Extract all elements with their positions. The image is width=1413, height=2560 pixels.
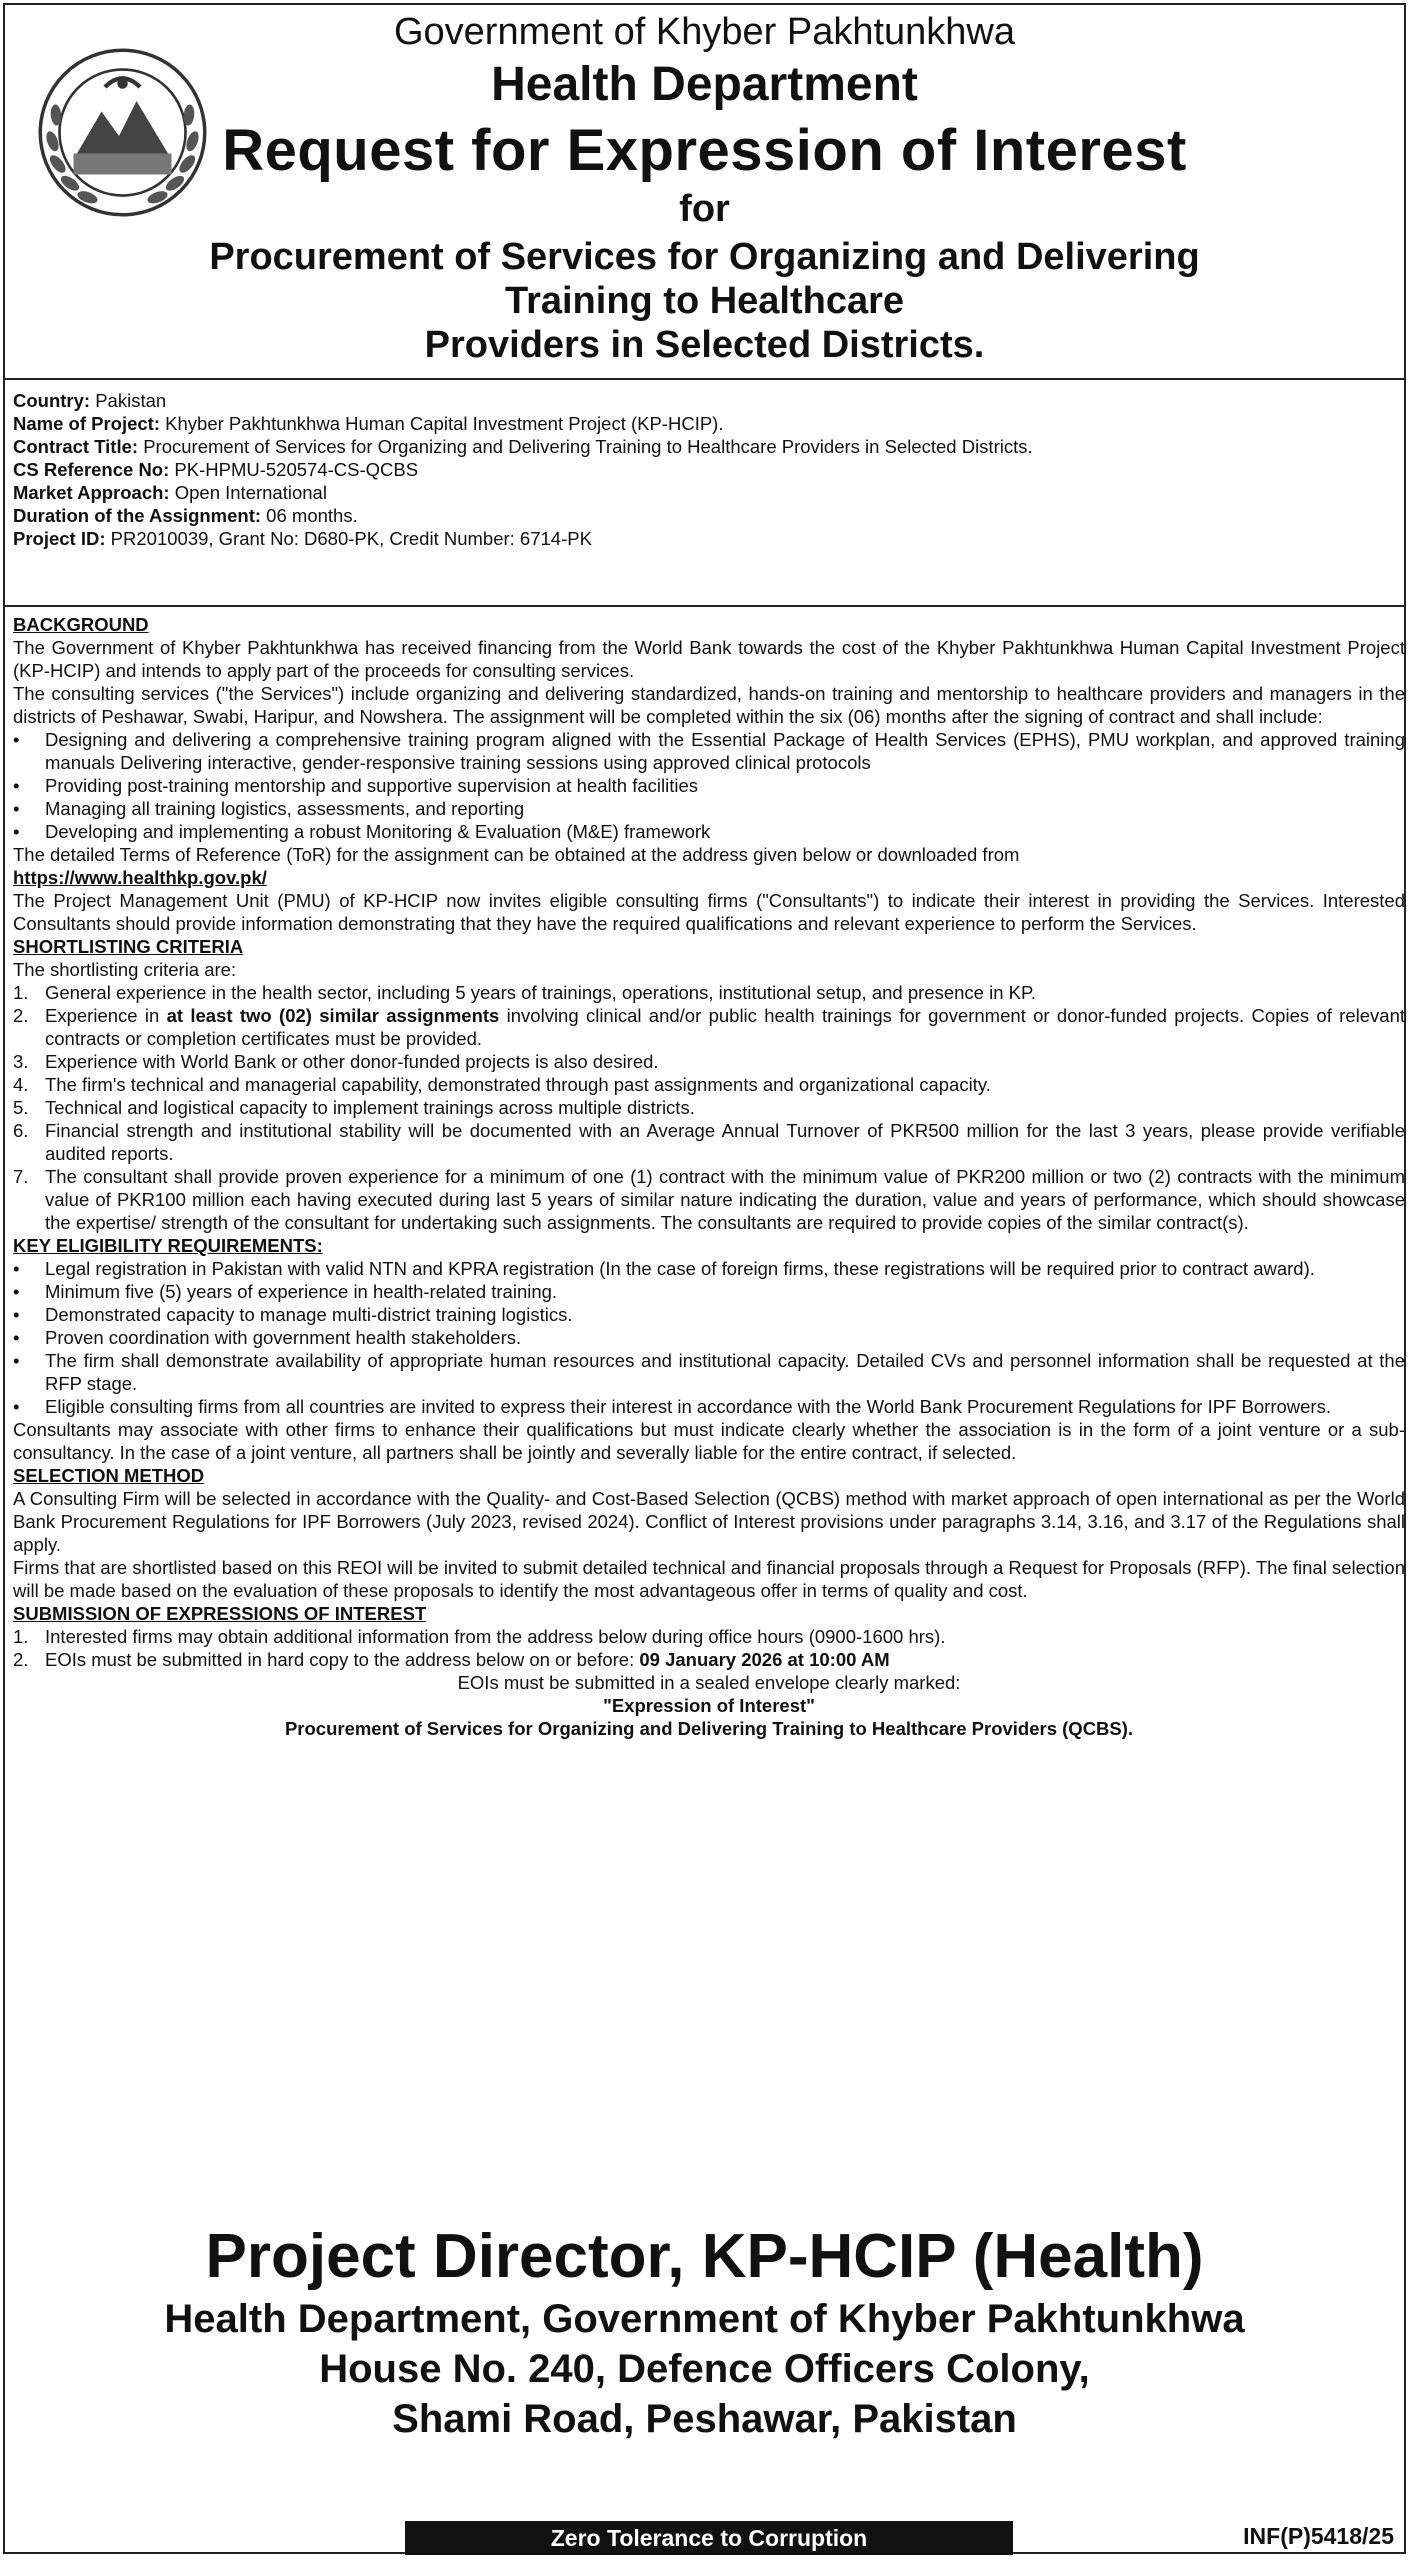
info-value: Pakistan — [90, 390, 167, 411]
bullet-icon: • — [13, 821, 20, 842]
deadline: 09 January 2026 at 10:00 AM — [639, 1649, 890, 1670]
list-item: • Demonstrated capacity to manage multi-district training logistics. — [13, 1304, 573, 1325]
list-item: 2. EOIs must be submitted in hard copy to the address below on or before: 09 January 2026 at 10:00 AM — [13, 1649, 890, 1670]
info-value: Open International — [169, 482, 327, 503]
title-line: Training to Healthcare — [504, 280, 905, 322]
list-item: 1. Interested firms may obtain additional information from the address below during office hours (0900-1600 hrs). — [13, 1626, 946, 1647]
services-paragraph: The consulting services ("the Services") include organizing and delivering standardized, hands-on training and mentorship to healthcare providers and managers in the districts of Peshawar, Swabi, Haripur, and Nowshera. The assignment will be completed within the six (06) months after the signing of contract and shall include: — [13, 683, 1405, 727]
tor-paragraph: The detailed Terms of Reference (ToR) for the assignment can be obtained at the address given below or downloaded from — [13, 844, 1020, 865]
info-label: Name of Project: — [13, 413, 161, 434]
department-heading: Health Department — [491, 58, 918, 111]
invitation-paragraph: The Project Management Unit (PMU) of KP-HCIP now invites eligible consulting firms ("Consultants") to indicate their interest in providing the Services. Interested Consultants should provide information demonstrating that they have the required qualifications and relevant experience to perform the Services. — [13, 890, 1405, 934]
title-line: Providers in Selected Districts. — [424, 324, 985, 366]
info-label: Contract Title: — [13, 436, 139, 457]
bullet-icon: • — [13, 1304, 20, 1325]
background-paragraph: The Government of Khyber Pakhtunkhwa has received financing from the World Bank towards the cost of the Khyber Pakhtunkhwa Human Capital Investment Project (KP-HCIP) and intends to apply part of the proceeds for consulting services. — [13, 637, 1405, 681]
info-value: Khyber Pakhtunkhwa Human Capital Investment Project (KP-HCIP). — [160, 413, 724, 434]
bullet-icon: • — [13, 798, 20, 819]
project-info — [13, 389, 1393, 550]
bullet-icon: • — [13, 1327, 20, 1348]
list-item: • Legal registration in Pakistan with valid NTN and KPRA registration (In the case of foreign firms, these registrations will be required prior to contract award). — [13, 1258, 1315, 1279]
info-label: Country: — [13, 390, 91, 411]
list-item: 5. Technical and logistical capacity to implement trainings across multiple districts. — [13, 1097, 695, 1118]
list-item: • Eligible consulting firms from all countries are invited to express their interest in accordance with the World Bank Procurement Regulations for IPF Borrowers. — [13, 1396, 1331, 1417]
joint-venture-note: Consultants may associate with other firms to enhance their qualifications but must indicate clearly whether the association is in the form of a joint venture or a sub-consultancy. In the case of a joint venture, all partners shall be jointly and severally liable for the entire contract, if selected. — [13, 1419, 1405, 1463]
info-row-project-id — [13, 527, 1393, 550]
info-row-country — [13, 389, 1393, 412]
bullet-icon: • — [13, 729, 20, 750]
address-line: Shami Road, Peshawar, Pakistan — [392, 2397, 1017, 2441]
anti-corruption-banner: Zero Tolerance to Corruption — [405, 2521, 1013, 2555]
list-item: • Providing post-training mentorship and supportive supervision at health facilities — [13, 775, 698, 796]
document-frame — [3, 3, 1406, 2554]
bullet-icon: • — [13, 775, 20, 796]
bullet-icon: • — [13, 1350, 20, 1371]
info-label: Market Approach: — [13, 482, 170, 503]
list-item: • The firm shall demonstrate availability of appropriate human resources and institutional capacity. Detailed CVs and personnel information shall be requested at the RFP stage. — [13, 1350, 1405, 1394]
list-item: • Managing all training logistics, assessments, and reporting — [13, 798, 525, 819]
envelope-procurement-line: Procurement of Services for Organizing and Delivering Training to Healthcare Providers (QCBS). — [284, 1718, 1134, 1739]
list-item: 6. Financial strength and institutional stability will be documented with an Average Annual Turnover of PKR500 million for the last 3 years, please provide verifiable audited reports. — [13, 1120, 1405, 1164]
header — [5, 5, 1404, 380]
website-link[interactable]: https://www.healthkp.gov.pk/ — [13, 867, 267, 888]
info-value: Procurement of Services for Organizing and Delivering Training to Healthcare Providers in Selected Districts. — [138, 436, 1033, 457]
info-label: Duration of the Assignment: — [13, 505, 262, 526]
info-label: Project ID: — [13, 528, 106, 549]
notice-body — [13, 613, 1405, 1740]
bullet-icon: • — [13, 1281, 20, 1302]
list-item: 3. Experience with World Bank or other donor-funded projects is also desired. — [13, 1051, 659, 1072]
list-item: • Proven coordination with government health stakeholders. — [13, 1327, 522, 1348]
procurement-title — [5, 235, 1404, 367]
selection-paragraph: A Consulting Firm will be selected in accordance with the Quality- and Cost-Based Selection (QCBS) method with market approach of open international as per the World Bank Procurement Regulations for IPF Borrowers (July 2023, revised 2024). Conflict of Interest provisions under paragraphs 3.14, 3.16, and 3.17 of the Regulations shall apply. — [13, 1488, 1405, 1555]
section-divider — [5, 605, 1404, 607]
info-row-duration — [13, 504, 1393, 527]
envelope-marking: "Expression of Interest" — [603, 1695, 815, 1716]
address-block — [5, 2220, 1404, 2444]
list-item: 4. The firm's technical and managerial capability, demonstrated through past assignments and organizational capacity. — [13, 1074, 991, 1095]
inf-reference: INF(P)5418/25 — [1243, 2523, 1394, 2549]
project-director-title: Project Director, KP-HCIP (Health) — [205, 2222, 1204, 2291]
document-title: Request for Expression of Interest — [222, 118, 1187, 183]
list-item: • Minimum five (5) years of experience in health-related training. — [13, 1281, 558, 1302]
info-row-market-approach — [13, 481, 1393, 504]
info-value: PR2010039, Grant No: D680-PK, Credit Number: 6714-PK — [105, 528, 592, 549]
info-value: PK-HPMU-520574-CS-QCBS — [169, 459, 419, 480]
list-item: • Developing and implementing a robust Monitoring & Evaluation (M&E) framework — [13, 821, 711, 842]
eligibility-heading: KEY ELIGIBILITY REQUIREMENTS: — [13, 1235, 323, 1256]
bullet-icon: • — [13, 1396, 20, 1417]
background-heading: BACKGROUND — [13, 614, 149, 635]
info-row-contract-title — [13, 435, 1393, 458]
shortlisting-intro: The shortlisting criteria are: — [13, 959, 237, 980]
list-item: • Designing and delivering a comprehensive training program aligned with the Essential Package of Health Services (EPHS), PMU workplan, and approved training manuals Delivering interactive, gender-responsive training sessions using approved clinical protocols — [13, 729, 1405, 773]
address-line: House No. 240, Defence Officers Colony, — [319, 2347, 1090, 2391]
for-text: for — [679, 188, 730, 230]
address-line: Health Department, Government of Khyber Pakhtunkhwa — [164, 2297, 1245, 2341]
sealed-envelope-note: EOIs must be submitted in a sealed envelope clearly marked: — [457, 1672, 961, 1693]
info-label: CS Reference No: — [13, 459, 170, 480]
list-item: 1. General experience in the health sector, including 5 years of trainings, operations, institutional setup, and presence in KP. — [13, 982, 1037, 1003]
info-value: 06 months. — [261, 505, 358, 526]
submission-heading: SUBMISSION OF EXPRESSIONS OF INTEREST — [13, 1603, 427, 1624]
rfp-paragraph: Firms that are shortlisted based on this REOI will be invited to submit detailed technical and financial proposals through a Request for Proposals (RFP). The final selection will be made based on the evaluation of these proposals to identify the most advantageous offer in terms of quality and cost. — [13, 1557, 1405, 1601]
bullet-icon: • — [13, 1258, 20, 1279]
government-heading: Government of Khyber Pakhtunkhwa — [393, 11, 1015, 53]
info-row-cs-reference — [13, 458, 1393, 481]
info-row-project-name — [13, 412, 1393, 435]
title-line: Procurement of Services for Organizing and Delivering — [209, 236, 1200, 278]
shortlisting-heading: SHORTLISTING CRITERIA — [13, 936, 244, 957]
selection-heading: SELECTION METHOD — [13, 1465, 205, 1486]
list-item: 2. Experience in at least two (02) similar assignments involving clinical and/or public health trainings for government or donor-funded projects. Copies of relevant contracts or completion certificates must be provided. — [13, 1005, 1405, 1049]
list-item: 7. The consultant shall provide proven experience for a minimum of one (1) contract with the minimum value of PKR200 million or two (2) contracts with the minimum value of PKR100 million each having executed during last 5 years of similar nature indicating the duration, value and years of performance, which should showcase the expertise/ strength of the consultant for undertaking such assignments. The consultants are required to provide copies of the similar contract(s). — [13, 1166, 1405, 1233]
